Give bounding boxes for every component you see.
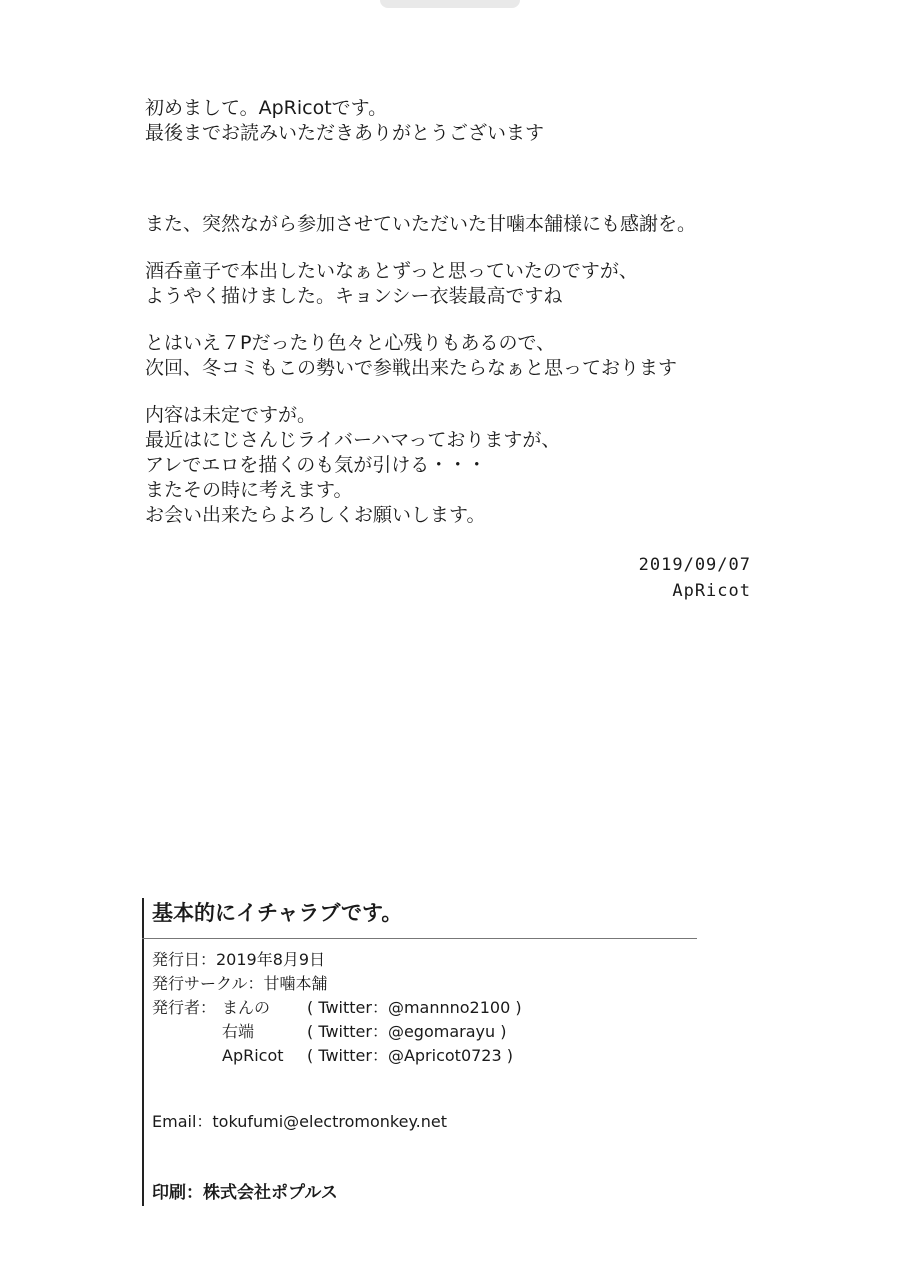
afterword-paragraph	[145, 212, 845, 237]
book-title: 基本的にイチャラブです。	[152, 901, 403, 925]
publisher-name: ApRicot	[222, 1046, 284, 1065]
publisher-twitter: ( Twitter：@mannno2100 )	[307, 998, 522, 1017]
credits	[152, 948, 522, 1068]
afterword-paragraph	[145, 96, 845, 146]
afterword-paragraph	[145, 403, 845, 528]
afterword-text	[145, 96, 845, 528]
publisher-twitter: ( Twitter：@egomarayu )	[307, 1022, 507, 1041]
publisher-twitter: ( Twitter：@Apricot0723 )	[307, 1046, 513, 1065]
scan-artifact	[380, 0, 520, 8]
text-line: また、突然ながら参加させていただいた甘噛本舗様にも感謝を。	[145, 213, 697, 235]
publisher-role: 発行者：	[152, 998, 217, 1017]
text-line: ようやく描けました。キョンシー衣装最高ですね	[145, 285, 563, 307]
title-divider	[142, 938, 697, 939]
text-line: お会い出来たらよろしくお願いします。	[145, 504, 486, 526]
text-line: 初めまして。ApRicotです。	[145, 97, 388, 119]
afterword-paragraph	[145, 259, 845, 309]
text-line: またその時に考えます。	[145, 479, 353, 501]
signature-block	[639, 552, 751, 604]
afterword-paragraph	[145, 331, 845, 381]
publisher-name: まんの	[222, 998, 271, 1017]
signature-name: ApRicot	[672, 581, 751, 601]
text-line: 次回、冬コミもこの勢いで参戦出来たらなぁと思っております	[145, 357, 678, 379]
printer-info: 印刷：株式会社ポプルス	[152, 1183, 338, 1203]
publisher-role	[152, 1044, 222, 1068]
text-line: アレでエロを描くのも気が引ける・・・	[145, 454, 487, 476]
publisher-role	[152, 1020, 222, 1044]
issue-date: 発行日：2019年8月9日	[152, 950, 326, 969]
text-line: 最後までお読みいただきありがとうございます	[145, 122, 545, 144]
circle-name: 発行サークル：甘噛本舗	[152, 974, 328, 993]
text-line: 酒呑童子で本出したいなぁとずっと思っていたのですが、	[145, 260, 638, 282]
publisher-row	[152, 996, 522, 1020]
contact-email: Email：tokufumi@electromonkey.net	[152, 1112, 447, 1131]
publisher-name: 右端	[222, 1022, 255, 1041]
colophon	[142, 898, 702, 1206]
text-line: 内容は未定ですが。	[145, 404, 317, 426]
publisher-row	[152, 1020, 522, 1044]
text-line: とはいえ７Pだったり色々と心残りもあるので、	[145, 332, 556, 354]
signature-date: 2019/09/07	[638, 555, 751, 575]
text-line: 最近はにじさんじライバーハマっておりますが、	[145, 429, 561, 451]
publisher-row	[152, 1044, 522, 1068]
